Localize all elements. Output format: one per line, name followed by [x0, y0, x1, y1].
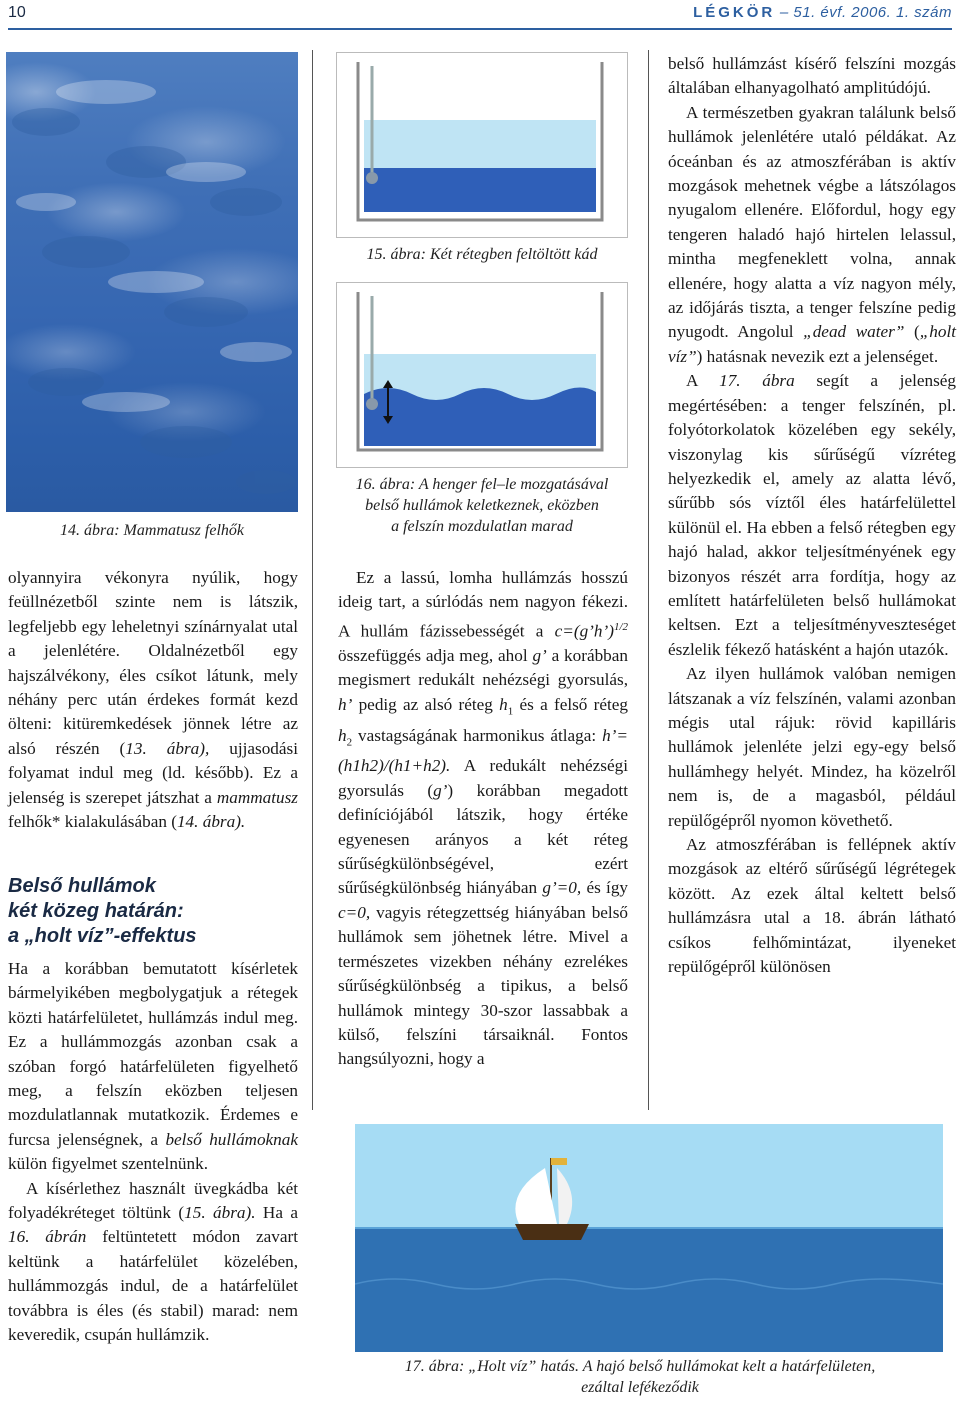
text: pedig az alsó réteg [352, 694, 500, 714]
formula-exponent: 1/2 [613, 620, 628, 633]
caption-line: 16. ábra: A henger fel–le mozgatásával [355, 476, 609, 493]
figure-ref: 16. ábrán [8, 1227, 87, 1247]
figure-15-caption: 15. ábra: Két rétegben feltöltött kád [366, 246, 598, 263]
column-3 [668, 52, 956, 979]
heading-line: két közeg határán: [8, 900, 184, 922]
column-1-bottom [8, 957, 298, 1348]
text: A kísérlethez használt üvegkádba két folyadékréteget töltünk ( [8, 1178, 298, 1223]
text: segít a jelenség megértésében: a tenger felszínén, pl. folyótorkolatok közelében egy sekély, viszonylag kis sűrűségű vízréteg helyezkedik el, amely az alatta lévő, sűrűbb sós víztől éles határfelülettel különül el. Ha ebben a felső rétegben egy hajó halad, akkor teljesítményének egy bizonyos részét arra fordítja, hogy az említett határfelületen belső hullámokat keltsen. Ezt a teljesítményveszteséget észlelik fékező hatásként a hajón utazók. [668, 371, 956, 659]
ship-dead-water-graphic [355, 1124, 943, 1352]
text: külön figyelmet szentelnünk. [8, 1154, 208, 1174]
figure-ref: 14. ábra). [176, 812, 246, 832]
caption-line: a felszín mozdulatlan marad [391, 518, 573, 535]
header-rule [8, 28, 952, 30]
term: „dead water” [803, 322, 905, 342]
text: összefüggés adja meg, ahol [338, 645, 533, 665]
term: „holt víz” [668, 322, 956, 366]
text: feltüntetett módon zavart keltünk a határfelület közelében, hullámmozgás indul, de a határfelület továbbra is éles (és stabil) marad: nem keveredik, csupán hullámzik. [8, 1227, 298, 1345]
paragraph [8, 957, 298, 1177]
column-rule-right [648, 50, 649, 1110]
figure-ref: 13. ábra), [125, 738, 210, 758]
column-rule-left [312, 50, 313, 1110]
formula: c=0, [338, 902, 371, 922]
text: Ha a [255, 1203, 298, 1223]
figure-ref: 17. ábra [719, 371, 795, 391]
figure-14-caption: 14. ábra: Mammatusz felhők [60, 522, 244, 539]
caption-line: belső hullámok keletkeznek, eközben [365, 497, 599, 514]
symbol: h [499, 694, 508, 714]
section-heading [8, 874, 298, 949]
column-2 [338, 566, 628, 1072]
paragraph [668, 101, 956, 369]
term: belső hullámoknak [165, 1129, 298, 1149]
journal-header [693, 4, 952, 21]
paragraph: belső hullámzást kísérő felszíni mozgás általában elhanyagolható amplitúdójú. [668, 54, 956, 98]
subscript: 2 [346, 736, 353, 749]
cloud-pattern-graphic [6, 52, 298, 512]
figure-16-tank [336, 282, 628, 468]
internal-wave-tank-graphic [336, 282, 628, 468]
figure-16-caption [336, 474, 628, 537]
heading-line: Belső hullámok [8, 875, 156, 897]
paragraph: Az atmoszférában is fellépnek aktív mozgások az eltérő sűrűségű légrétegek között. Az ezek által keltett belső hullámzásra utal a 18. ábrán látható csíkos felhőmintázat, ilyeneket repülőgépről különösen [668, 835, 956, 977]
text: Ez a lassú, lomha hullámzás hosszú ideig tart, a súrlódás nem nagyon fékezi. A hullám fázissebességét a [338, 568, 628, 641]
paragraph [8, 1177, 298, 1348]
text: ujjasodási folyamat indul meg (ld. később). Ez a jelenség is szerepet játszhat a [8, 738, 298, 807]
formula: c=(g’h’) [554, 621, 614, 641]
journal-name: LÉGKÖR [693, 4, 776, 21]
mammatus-cloud-photo [6, 52, 298, 512]
figure-ref: 15. ábra). [184, 1203, 256, 1223]
term: mammatusz [216, 787, 298, 807]
caption-line: 17. ábra: „Holt víz” hatás. A hajó belső hullámokat kelt a határfelületen, [404, 1358, 876, 1375]
paragraph [8, 566, 298, 834]
subscript: 1 [507, 705, 514, 718]
journal-issue: – 51. évf. 2006. 1. szám [779, 4, 952, 21]
text: vagyis rétegzettség hiányában belső hullámok sem jöhetnek létre. Mivel a természetes vizekben néhány ezrelékes sűrűségkülönbség a tipikus, a belső hullámok mintegy 30-szor lassabbak a külső, felszíni társaiknál. Fontos hangsúlyozni, hogy a [338, 902, 628, 1069]
symbol: h’ [338, 694, 353, 714]
text: Ha a korábban bemutatott kísérletek bármelyikében megbolygatjuk a rétegek közti határfelületet, hullámzás indul meg. Ez a hullámmozgás azonban csak a szóban forgó határfelületen figyelhető meg, a felszín eközben teljesen mozdulatlannak mutatkozik. Érdemes e furcsa jelenségnek, a [8, 959, 298, 1149]
text: olyannyira vékonyra nyúlik, hogy feüllnézetből szinte nem is látszik, legfeljebb egy leheletnyi színárnyalat utal a jelenlétére. Oldalnézetből egy hajszálvékony, éles csíkot látunk, mely néhány perc után érdekes formát kezd ölteni: kitüremkedések jönnek létre az alsó részén ( [8, 568, 298, 758]
formula: h’=(h1h2)/(h1+h2). [338, 725, 628, 776]
text: és a felső réteg [513, 694, 628, 714]
text: a korábban megismert redukált nehézségi gyorsulás, [338, 645, 628, 690]
symbol: h [338, 725, 347, 745]
text: ) hatásnak nevezik ezt a jelenséget. [696, 346, 939, 366]
figure-15-tank [336, 52, 628, 238]
heading-line: a „holt víz”-effektus [8, 925, 197, 947]
column-1-top [8, 566, 298, 834]
text: ( [904, 322, 920, 342]
paragraph [668, 369, 956, 662]
text: A [686, 371, 720, 391]
text: felhők* kialakulásában ( [8, 812, 177, 832]
formula: g’=0, [542, 878, 582, 898]
text: vastagságának harmonikus átlaga: [352, 725, 603, 745]
symbol: g’ [532, 645, 547, 665]
text: ) korábban megadott definíciójából látszik, hogy értéke egyenesen arányos a két réteg sűrűségkülönbségével, ezért sűrűségkülönbség hiányában [338, 780, 628, 898]
text: és így [581, 878, 629, 898]
two-layer-tank-graphic [336, 52, 628, 238]
figure-17-caption [320, 1356, 960, 1398]
text: A redukált nehézségi gyorsulás ( [338, 756, 628, 800]
figure-17-dead-water [355, 1124, 943, 1352]
text: A természetben gyakran találunk belső hullámok jelenlétére utaló példákat. Az óceánban és az atmoszférában is aktív mozgások mehetnek végbe a látszólagos nyugalom ellenére. Előfordul, hogy egy tengeren haladó hajó hirtelen lelassul, mintha megfeneklett volna, annak ellenére, hogy alatta a víz nagyon mély, az időjárás tiszta, a tenger felszíne pedig nyugodt. Angolul [668, 102, 956, 342]
paragraph [338, 566, 628, 1072]
page-number: 10 [8, 4, 26, 21]
symbol: g’ [433, 780, 448, 800]
paragraph: Az ilyen hullámok valóban nemigen látszanak a víz felszínén, valami azonban mégis utal rájuk: rövid kapilláris hullámok jelenléte jelzi egy-egy belső hullámhegy helyét. Mindez, ha közelről nem is, de a magasból, például repülőgépről nyomon követhető. [668, 664, 956, 830]
caption-line: ezáltal lefékeződik [581, 1379, 699, 1396]
